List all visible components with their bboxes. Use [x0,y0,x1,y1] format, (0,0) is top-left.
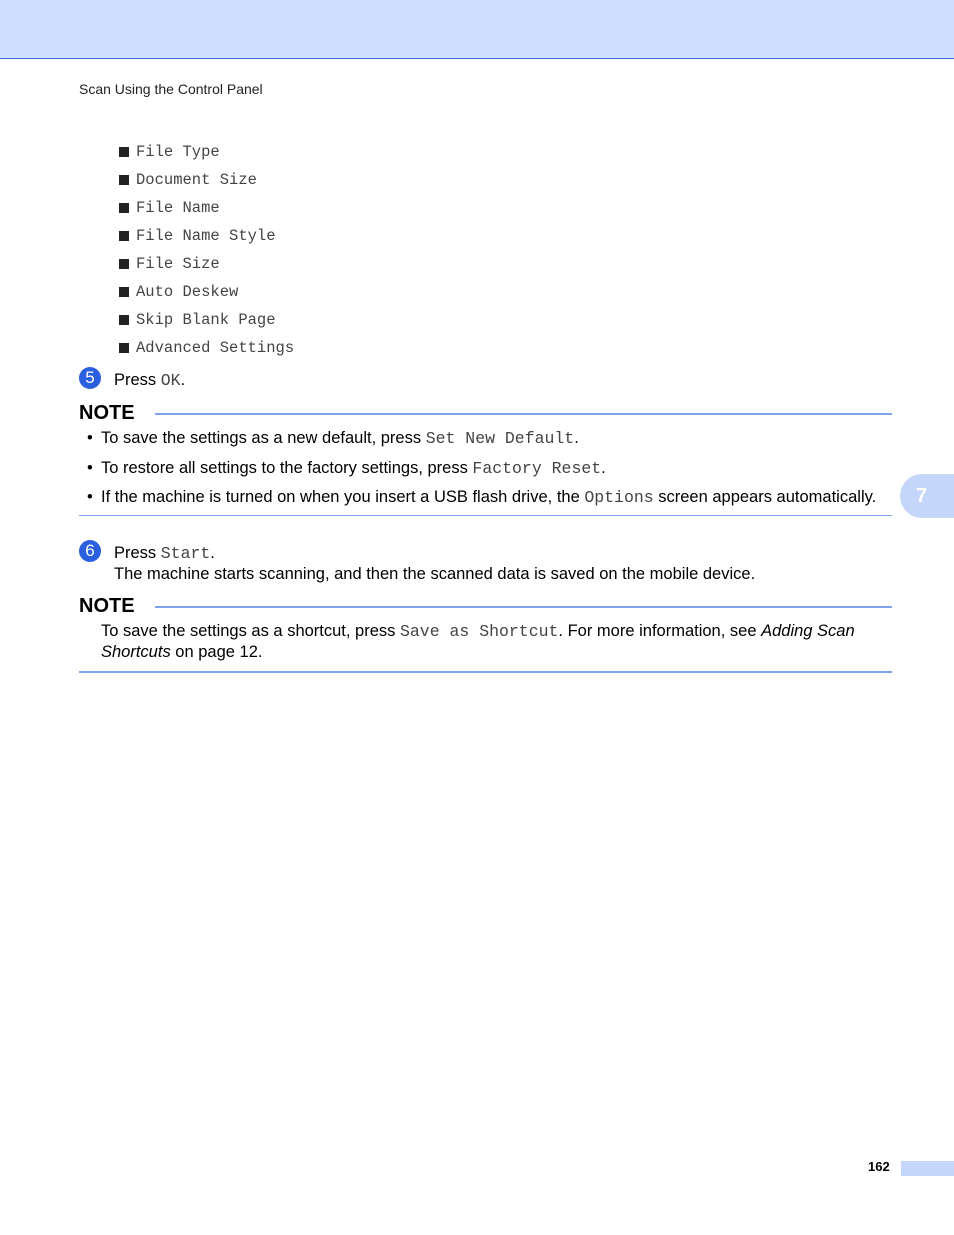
list-item: • If the machine is turned on when you insert a USB flash drive, the Options screen appears automatically. [87,488,877,507]
list-item-label: File Name Style [136,227,276,245]
note-heading: NOTE [79,595,892,618]
note-end-divider [79,515,892,516]
page-number-bar [901,1161,954,1176]
list-item-label: Advanced Settings [136,339,295,357]
list-item [119,306,294,334]
key-set-new-default: Set New Default [425,429,575,448]
square-bullet-icon [119,175,129,185]
list-item-label: File Name [136,199,220,217]
step-5-text: Press OK. [114,371,186,390]
note-divider [155,606,892,608]
square-bullet-icon [119,203,129,213]
list-item [119,138,294,166]
step-6 [79,540,755,584]
step-6-text: Press Start. The machine starts scanning, and then the scanned data is saved on the mobile device. [114,544,756,583]
note-bullet-list [87,428,907,517]
list-item [119,194,294,222]
list-item: • To save the settings as a new default, press Set New Default. [87,429,579,448]
menu-item-list [119,138,294,362]
list-item: • To restore all settings to the factory settings, press Factory Reset. [87,458,606,478]
list-item [119,222,294,250]
square-bullet-icon [119,287,129,297]
key-ok: OK [160,371,181,390]
key-factory-reset: Factory Reset [472,458,602,478]
step-number-badge: 6 [79,540,101,562]
step-6-description: The machine starts scanning, and then the scanned data is saved on the mobile device. [114,565,756,583]
note-end-divider [79,671,892,673]
cross-reference-link[interactable]: Adding Scan Shortcuts [101,622,855,661]
chapter-tab: 7 [900,474,954,518]
step-number-badge: 5 [79,367,101,389]
list-item [119,278,294,306]
list-item-label: File Size [136,255,220,273]
list-item [119,166,294,194]
note-heading: NOTE [79,402,892,425]
square-bullet-icon [119,259,129,269]
page-number: 162 [868,1159,890,1174]
square-bullet-icon [119,147,129,157]
list-item-label: Document Size [136,171,257,189]
list-item [119,334,294,362]
list-item [119,250,294,278]
key-options: Options [584,488,654,507]
key-start: Start [160,544,211,563]
note-2-text: To save the settings as a shortcut, press Save as Shortcut. For more information, see Adding Scan Shortcuts on page 12. [101,622,855,661]
square-bullet-icon [119,231,129,241]
section-title: Scan Using the Control Panel [79,81,263,97]
square-bullet-icon [119,343,129,353]
list-item-label: Skip Blank Page [136,311,276,329]
header-band [0,0,954,59]
note-divider [155,413,892,415]
square-bullet-icon [119,315,129,325]
key-save-as-shortcut: Save as Shortcut [399,622,559,641]
list-item-label: Auto Deskew [136,283,239,301]
list-item-label: File Type [136,143,220,161]
step-5 [79,367,185,391]
